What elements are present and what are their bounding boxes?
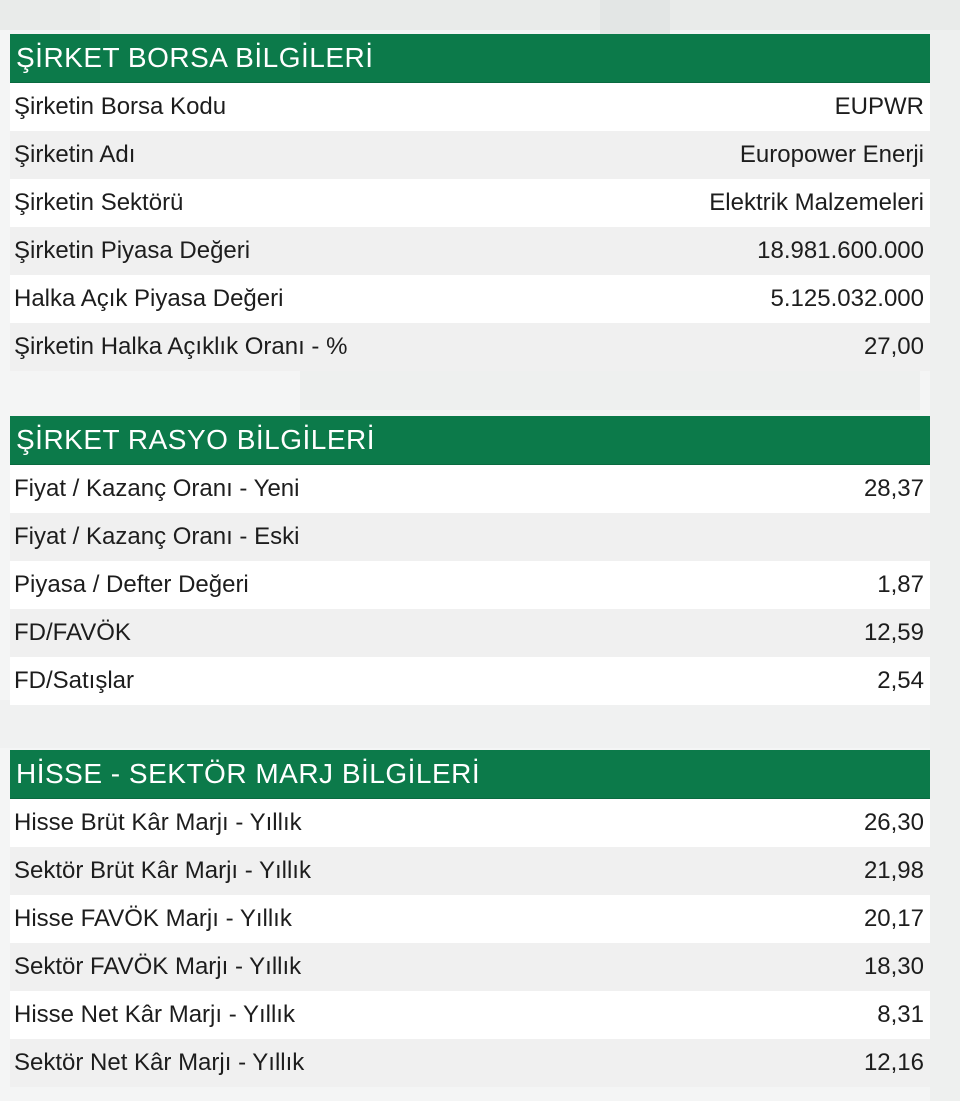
row-label: Şirketin Halka Açıklık Oranı - %	[14, 333, 348, 360]
row-label: Hisse Net Kâr Marjı - Yıllık	[14, 1001, 295, 1028]
table-row	[10, 895, 930, 943]
row-value: 21,98	[863, 857, 924, 884]
row-value: 18,30	[863, 953, 924, 980]
row-value: 5.125.032.000	[770, 285, 924, 312]
row-label: Fiyat / Kazanç Oranı - Yeni	[14, 475, 300, 502]
section-title: ŞİRKET BORSA BİLGİLERİ	[10, 34, 930, 83]
company-exchange-info-section	[10, 34, 930, 371]
stock-sector-margin-info-section	[10, 750, 930, 1087]
row-value: Europower Enerji	[739, 141, 924, 168]
table-row	[10, 991, 930, 1039]
row-label: Hisse FAVÖK Marjı - Yıllık	[14, 905, 292, 932]
row-value: 2,54	[877, 667, 924, 694]
row-value: 20,17	[863, 905, 924, 932]
row-value: 27,00	[863, 333, 924, 360]
row-value: 12,16	[863, 1049, 924, 1076]
table-row	[10, 83, 930, 131]
table-row	[10, 131, 930, 179]
row-value: EUPWR	[834, 93, 924, 120]
row-label: Fiyat / Kazanç Oranı - Eski	[14, 523, 300, 550]
table-row	[10, 323, 930, 371]
row-value: 1,87	[877, 571, 924, 598]
table-row	[10, 513, 930, 561]
row-value: 18.981.600.000	[757, 237, 924, 264]
row-label: Şirketin Adı	[14, 141, 136, 168]
row-label: Sektör FAVÖK Marjı - Yıllık	[14, 953, 302, 980]
table-row	[10, 609, 930, 657]
row-label: Şirketin Borsa Kodu	[14, 93, 227, 120]
section-title: HİSSE - SEKTÖR MARJ BİLGİLERİ	[10, 750, 930, 799]
row-value: 12,59	[863, 619, 924, 646]
table-row	[10, 179, 930, 227]
row-label: Halka Açık Piyasa Değeri	[14, 285, 284, 312]
table-row	[10, 1039, 930, 1087]
table-row	[10, 227, 930, 275]
row-value: 8,31	[877, 1001, 924, 1028]
company-ratio-info-section	[10, 416, 930, 705]
section-title: ŞİRKET RASYO BİLGİLERİ	[10, 416, 930, 465]
table-row	[10, 943, 930, 991]
table-row	[10, 275, 930, 323]
table-row	[10, 799, 930, 847]
row-label: FD/Satışlar	[14, 667, 135, 694]
row-value: 26,30	[863, 809, 924, 836]
row-label: Sektör Brüt Kâr Marjı - Yıllık	[14, 857, 311, 884]
row-label: Hisse Brüt Kâr Marjı - Yıllık	[14, 809, 302, 836]
row-label: Sektör Net Kâr Marjı - Yıllık	[14, 1049, 305, 1076]
table-row	[10, 847, 930, 895]
row-label: Şirketin Sektörü	[14, 189, 184, 216]
table-row	[10, 561, 930, 609]
row-label: Şirketin Piyasa Değeri	[14, 237, 251, 264]
row-value: Elektrik Malzemeleri	[709, 189, 924, 216]
table-row	[10, 657, 930, 705]
row-value: 28,37	[863, 475, 924, 502]
table-row	[10, 465, 930, 513]
row-label: FD/FAVÖK	[14, 619, 131, 646]
row-label: Piyasa / Defter Değeri	[14, 571, 249, 598]
